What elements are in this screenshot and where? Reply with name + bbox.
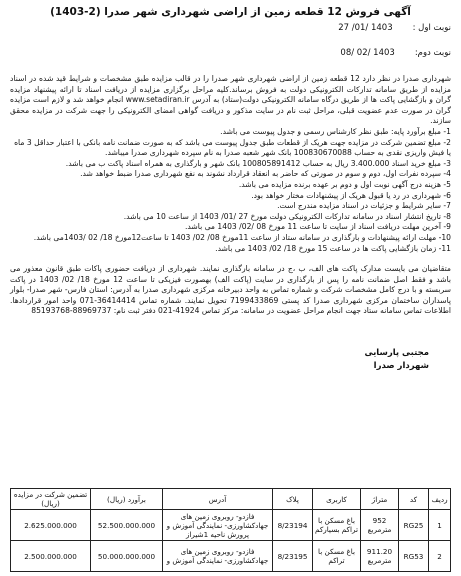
ad-page — [0, 6, 461, 576]
cell-row-number: 2 — [429, 541, 451, 572]
col-header: تضمین شرکت در مزایده (ریال) — [11, 489, 91, 510]
condition-item: 8- تاریخ انتشار اسناد در سامانه تدارکات الکترونیکی دولت مورخ 27 /01/ 1403 از ساعت 10 می باشد. — [123, 211, 451, 221]
condition-item: 10- مهلت ارائه پیشنهادات و بارگذاری در سامانه ستاد از ساعت 11مورخ 08/ 02/ 1403 تا ساعت12مورخ 18/ 02 /1403می باشد. — [33, 232, 451, 242]
condition-item: 5- هزینه درج آگهی نوبت اول و دوم بر عهده برنده مزایده می باشد. — [238, 179, 451, 189]
cell-area: 911.20 مترمربع — [361, 541, 399, 572]
table-header-row — [11, 489, 451, 510]
ad-title: آگهی فروش 12 قطعه زمین از اراضی شهرداری شهر صدرا (2-1403) — [50, 6, 411, 18]
intro-paragraph: شهرداری صدرا در نظر دارد 12 قطعه زمین از اراضی شهرداری شهر صدرا را در قالب مزایده طبق مشخصات و شرایط قید شده در اسناد مزایده از طریق سامانه تدارکات الکترونیکی دولت به فروش برساند.کلیه مراحل برگزاری مزایده از دریافت اسناد تا ارائه پیشنهاد مزایده گران و بازگشایی پاکت ها از طریق درگاه سامانه الکترونیکی دولت(ستاد) به آدرس www.setadiran.ir انجام خواهد شد و لازم است مزایده گران در صورت عدم عضویت قبلی، مراحل ثبت نام در سایت مذکور و دریافت گواهی امضای الکترونیکی را جهت شرکت در مزایده محقق سازند. — [10, 74, 451, 126]
land-table — [10, 488, 451, 572]
signature-block — [10, 347, 429, 373]
cell-area: 952 مترمربع — [361, 510, 399, 541]
signer-name: مجتبی پارسایی — [364, 348, 429, 359]
cell-address: فازدو- روبروی زمین های جهادکشاورزی- نمایندگی آموزش و — [163, 541, 273, 572]
cell-plot: 8/23195 — [273, 541, 313, 572]
condition-item: 3- مبلغ خرید اسناد 3.400.000 ریال به حساب 100805891412 بانک شهر و بارگذاری به همراه اسناد پاکت ب می باشد. — [65, 158, 451, 168]
cell-code: RG53 — [399, 541, 429, 572]
col-header: برآورد (ریال) — [91, 489, 163, 510]
first-date-row — [10, 22, 451, 35]
second-date-row — [10, 47, 451, 60]
submission-paragraph: متقاضیان می بایست مدارک پاکت های الف، ب ،ج در سامانه بارگذاری نمایند. شهرداری از دریافت حضوری پاکات طبق قانون معذور می باشد و فقط اصل ضمانت نامه را پس از بارگذاری در سایت (پاکت الف) بهصورت فیزیکی تا ساعت 12 مورخ 18/ 02/ 1403 در پاکت سربسته و با درج کامل مشخصات شرکت و شماره تماس به واحد دبیرخانه مرکزی شهرداری صدرا به آدرس: استان فارس- شهر صدرا- بلوار پاسداران ساختمان مرکزی شهرداری صدرا کد پستی 7199433869 تحویل نمایند. شماره تماس 36414414-071 واحد امور قراردادها. اطلاعات تماس سامانه ستاد جهت انجام مراحل عضویت در سامانه: مرکز تماس 41924-021 دفتر ثبت نام: 88969737-85193768 — [10, 264, 451, 316]
cell-code: RG25 — [399, 510, 429, 541]
cell-estimate: 50.000.000.000 — [91, 541, 163, 572]
condition-item: 6- شهرداری در رد یا قبول هریک از پیشنهادات مختار خواهد بود. — [251, 190, 451, 200]
signer-role: شهردار صدرا — [373, 361, 429, 372]
cell-guarantee: 2.500.000.000 — [11, 541, 91, 572]
first-date-label: نوبت اول : — [412, 23, 451, 33]
table-row — [11, 541, 451, 572]
col-header: کد — [399, 489, 429, 510]
col-header: آدرس — [163, 489, 273, 510]
cell-row-number: 1 — [429, 510, 451, 541]
table-row — [11, 510, 451, 541]
cell-guarantee: 2.625.000.000 — [11, 510, 91, 541]
cell-usage: باغ مسکن با تراکم بسیارکم — [313, 510, 361, 541]
first-date-value: 27 /01/ 1403 — [338, 23, 393, 33]
conditions-list — [10, 127, 451, 254]
condition-item: 4- سپرده نفرات اول، دوم و سوم در صورتی که حاضر به انعقاد قرارداد نشوند به نفع شهرداری صدرا ضبط خواهد شد. — [80, 169, 451, 179]
second-date-value: 08/ 02/ 1403 — [340, 48, 395, 58]
cell-estimate: 52.500.000.000 — [91, 510, 163, 541]
cell-plot: 8/23194 — [273, 510, 313, 541]
cell-usage: باغ مسکن با تراکم — [313, 541, 361, 572]
col-header: متراژ — [361, 489, 399, 510]
condition-item: 7- سایر شرایط و جزئیات در اسناد مزایده مندرج است. — [277, 201, 451, 211]
publish-dates — [10, 22, 451, 60]
condition-item: 9- آخرین مهلت دریافت اسناد از سایت تا ساعت 11 مورخ 08 /02/ 1403 می باشد. — [185, 222, 451, 232]
col-header: پلاک — [273, 489, 313, 510]
condition-item: 11- زمان بازگشایی پاکت ها در ساعت 15 مورخ 18/ 02/ 1403 می باشد. — [215, 243, 451, 253]
second-date-label: نوبت دوم: — [414, 48, 451, 58]
cell-address: فازدو- روبروی زمین های جهادکشاورزی- نمایندگی آموزش و پرورش ناحیه 1شیراز — [163, 510, 273, 541]
col-header: ردیف — [429, 489, 451, 510]
condition-item: 1- مبلغ برآورد پایه: طبق نظر کارشناس رسمی و جدول پیوست می باشد. — [220, 126, 451, 136]
col-header: کاربری — [313, 489, 361, 510]
condition-item: 2- مبلغ تضمین شرکت در مزایده جهت هریک از قطعات طبق جدول پیوست می باشد که به صورت ضمانت نامه بانکی با اعتبار حداقل 3 ماه یا فیش واریزی نقدی به حساب 100830670088 بانک شهر شعبه صدرا به نام سپرده شهرداری صدرا میباشد. — [14, 137, 451, 158]
